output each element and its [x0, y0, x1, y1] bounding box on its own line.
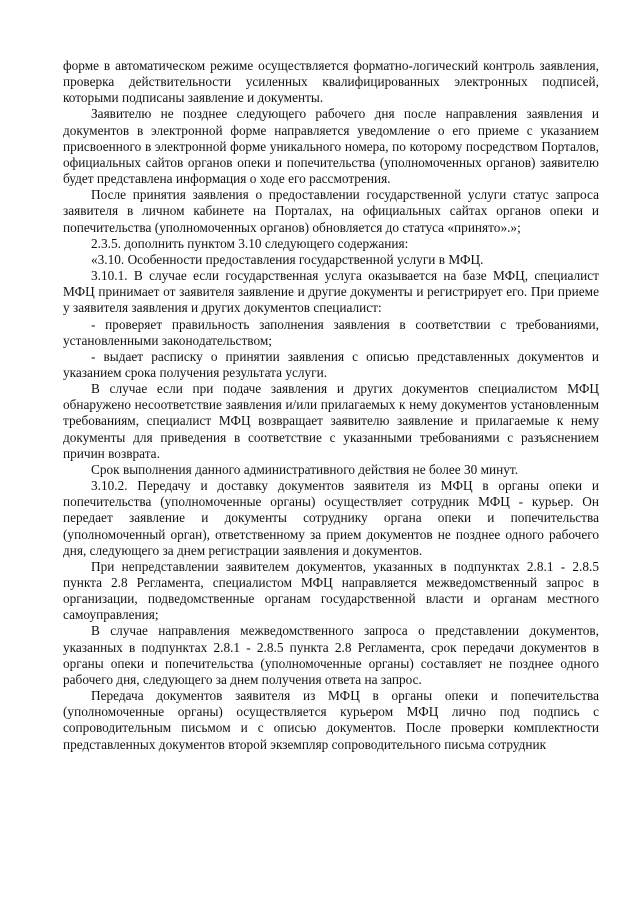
paragraph-8: - выдает расписку о принятии заявления с описью представленных документов и указанием срока получения результата услуги.: [63, 348, 599, 380]
document-page: [63, 58, 599, 753]
paragraph-10: Срок выполнения данного административного действия не более 30 минут.: [91, 461, 519, 477]
paragraph-1: форме в автоматическом режиме осуществляется форматно-логический контроль заявления, проверка действительности усиленных квалифицированных электронных подписей, которыми подписаны заявление и документы.: [63, 58, 599, 106]
paragraph-3: После принятия заявления о предоставлении государственной услуги статус запроса заявителя в личном кабинете на Порталах, на официальных сайтах органов опеки и попечительства (уполномоченных органов) обновляется до статуса «принято».»;: [63, 187, 599, 235]
paragraph-2: Заявителю не позднее следующего рабочего дня после направления заявления и документов в электронной форме направляется уведомление о его приеме с указанием присвоенного в электронной форме уникального номера, по которому посредством Порталов, официальных сайтов органов опеки и попечительства (уполномоченных органов) заявителю будет представлена информация о ходе его рассмотрения.: [63, 106, 599, 187]
paragraph-6: 3.10.1. В случае если государственная услуга оказывается на базе МФЦ, специалист МФЦ принимает от заявителя заявление и другие документы и регистрирует его. При приеме у заявителя заявления и других документов специалист:: [63, 268, 599, 316]
paragraph-9: В случае если при подаче заявления и других документов специалистом МФЦ обнаружено несоответствие заявления и/или прилагаемых к нему документов установленным требованиям, специалист МФЦ возвращает заявителю заявление и прилагаемые к нему документы для приведения в соответствие с указанными требованиями с разъяснением причин возврата.: [63, 381, 599, 461]
paragraph-13: В случае направления межведомственного запроса о представлении документов, указанных в подпунктах 2.8.1 - 2.8.5 пункта 2.8 Регламента, срок передачи документов в органы опеки и попечительства (уполномоченные органы) составляет не позднее одного рабочего дня, следующего за днем получения ответа на запрос.: [63, 623, 599, 687]
paragraph-12: При непредставлении заявителем документов, указанных в подпунктах 2.8.1 - 2.8.5 пункта 2.8 Регламента, специалистом МФЦ направляется межведомственный запрос в организации, подведомственные органам государственной власти и органам местного самоуправления;: [63, 558, 599, 623]
paragraph-7: - проверяет правильность заполнения заявления в соответствии с требованиями, установленными законодательством;: [63, 316, 599, 348]
paragraph-14: Передача документов заявителя из МФЦ в органы опеки и попечительства (уполномоченные органы) осуществляется курьером МФЦ лично под подпись с сопроводительным письмом и с описью документов. После проверки комплектности представленных документов второй экземпляр сопроводительного письма сотрудник: [63, 688, 599, 752]
paragraph-5: «3.10. Особенности предоставления государственной услуги в МФЦ.: [91, 251, 484, 267]
paragraph-4: 2.3.5. дополнить пунктом 3.10 следующего содержания:: [91, 235, 409, 251]
paragraph-11: 3.10.2. Передачу и доставку документов заявителя из МФЦ в органы опеки и попечительства (уполномоченные органы) осуществляет сотрудник МФЦ - курьер. Он передает заявление и документы сотруднику органа опеки и попечительства (уполномоченный орган), ответственному за прием документов не позднее одного рабочего дня, следующего за днем регистрации заявления и документов.: [63, 478, 599, 558]
